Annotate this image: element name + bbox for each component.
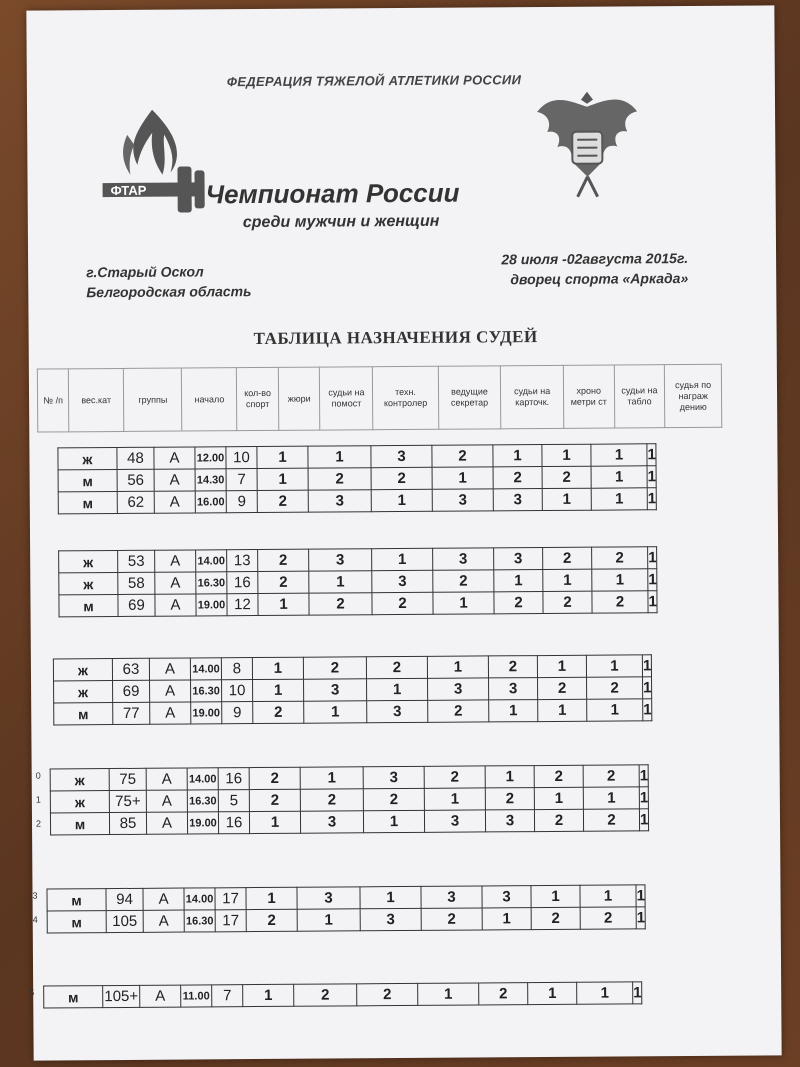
athletes-count-cell: 10	[226, 447, 257, 469]
judges-count-cell: 1	[528, 982, 577, 1004]
weight-category-cell: 53	[118, 550, 155, 572]
sex-cell: ж	[50, 791, 109, 813]
judges-count-cell: 2	[257, 490, 308, 512]
judges-count-cell: 2	[371, 467, 432, 489]
start-time-cell: 14.00	[196, 550, 227, 572]
judges-count-cell: 2	[531, 907, 580, 929]
judges-count-cell: 1	[642, 655, 651, 677]
start-time-cell: 14.00	[184, 888, 215, 910]
group-cell: А	[150, 702, 191, 724]
judges-count-cell: 1	[489, 700, 538, 722]
judges-count-cell: 2	[580, 907, 636, 929]
judges-count-cell: 1	[249, 811, 300, 833]
judges-count-cell: 2	[583, 809, 639, 831]
judges-count-cell: 2	[372, 592, 433, 614]
group-cell: А	[155, 572, 196, 594]
athletes-count-cell: 10	[222, 680, 253, 702]
athletes-count-cell: 9	[222, 702, 253, 724]
weight-category-cell: 48	[117, 447, 154, 469]
judges-count-cell: 1	[372, 548, 433, 570]
judges-count-cell: 3	[304, 679, 367, 701]
judges-group-table	[50, 764, 650, 835]
judges-count-cell: 2	[542, 466, 591, 488]
judges-count-cell: 3	[424, 810, 485, 832]
judges-count-cell: 3	[363, 766, 424, 788]
weight-category-cell: 69	[113, 680, 150, 702]
judges-count-cell: 1	[418, 983, 479, 1005]
judges-count-cell: 2	[534, 809, 583, 831]
table-row	[59, 591, 657, 617]
judges-count-cell: 1	[647, 466, 656, 488]
judges-count-cell: 2	[432, 445, 493, 467]
sex-cell: м	[50, 813, 109, 835]
start-time-cell: 14.00	[190, 658, 221, 680]
row-number: 5	[29, 987, 35, 998]
judges-count-cell: 1	[636, 885, 645, 907]
judges-count-cell: 2	[592, 591, 648, 613]
column-header: хроно метри ст	[563, 365, 614, 428]
venue-city	[86, 261, 251, 302]
weight-category-cell: 62	[117, 491, 154, 513]
judges-count-cell: 3	[432, 489, 493, 511]
judges-count-cell: 2	[479, 983, 528, 1005]
athletes-count-cell: 7	[212, 985, 243, 1007]
sex-cell: м	[47, 889, 106, 911]
group-cell: А	[143, 910, 184, 932]
sex-cell: м	[54, 703, 113, 725]
row-number: 4	[32, 914, 38, 925]
judges-count-cell: 2	[488, 656, 537, 678]
athletes-count-cell: 17	[215, 910, 246, 932]
judges-count-cell: 1	[537, 655, 586, 677]
judges-count-cell: 2	[421, 908, 482, 930]
athletes-count-cell: 7	[226, 469, 257, 491]
judges-count-cell: 2	[428, 700, 489, 722]
judges-count-cell: 3	[360, 908, 421, 930]
athletes-count-cell: 9	[226, 491, 257, 513]
start-time-cell: 16.30	[184, 910, 215, 932]
judges-count-cell: 1	[647, 444, 656, 466]
column-header: начало	[182, 368, 237, 431]
group-cell: А	[146, 790, 187, 812]
dates-line: 28 июля -02августа 2015г.	[501, 250, 689, 268]
judges-count-cell: 1	[538, 699, 587, 721]
judges-count-cell: 2	[308, 468, 371, 490]
judges-count-cell: 3	[367, 700, 428, 722]
start-time-cell: 16.30	[191, 680, 222, 702]
judges-count-cell: 3	[494, 548, 543, 570]
judges-count-cell: 1	[591, 466, 647, 488]
judges-count-cell: 1	[577, 982, 633, 1004]
judges-count-cell: 2	[493, 467, 542, 489]
judges-count-cell: 2	[538, 677, 587, 699]
judges-count-cell: 2	[433, 570, 494, 592]
judges-count-cell: 1	[427, 656, 488, 678]
judges-count-cell: 2	[258, 571, 309, 593]
region-line: Белгородская область	[86, 283, 252, 301]
logo-text: ФТАР	[110, 182, 147, 199]
judges-count-cell: 1	[493, 445, 542, 467]
judges-count-cell: 1	[297, 909, 360, 931]
judges-count-cell: 1	[258, 593, 309, 615]
column-header: вес.кат	[69, 368, 124, 431]
judges-group-table	[53, 654, 653, 725]
sex-cell: ж	[54, 681, 113, 703]
federation-name: ФЕДЕРАЦИЯ ТЯЖЕЛОЙ АТЛЕТИКИ РОССИИ	[226, 72, 522, 90]
column-header: судьи на карточк.	[501, 365, 564, 428]
judges-count-cell: 2	[300, 789, 363, 811]
judges-count-cell: 3	[428, 678, 489, 700]
group-cell: А	[154, 447, 195, 469]
athletes-count-cell: 16	[227, 572, 258, 594]
column-header: судья по награж дению	[665, 364, 722, 427]
row-number: 1	[35, 794, 41, 805]
judges-count-cell: 2	[424, 766, 485, 788]
judges-count-cell: 3	[308, 490, 371, 512]
judges-count-cell: 1	[643, 699, 652, 721]
weight-category-cell: 69	[118, 594, 155, 616]
document-page	[26, 5, 781, 1060]
start-time-cell: 16.30	[196, 572, 227, 594]
judges-count-cell: 1	[432, 467, 493, 489]
judges-count-cell: 1	[367, 678, 428, 700]
judges-count-cell: 2	[485, 788, 534, 810]
judges-count-cell: 1	[433, 592, 494, 614]
judges-count-cell: 1	[360, 886, 421, 908]
judges-count-cell: 1	[300, 767, 363, 789]
city-line: г.Старый Оскол	[86, 263, 204, 281]
judges-count-cell: 1	[534, 787, 583, 809]
group-cell: А	[154, 469, 195, 491]
weight-category-cell: 94	[106, 888, 143, 910]
column-header: судьи на помост	[320, 367, 373, 430]
judges-count-cell: 1	[542, 444, 591, 466]
weight-category-cell: 56	[117, 469, 154, 491]
judges-count-cell: 3	[297, 887, 360, 909]
weight-category-cell: 77	[113, 702, 150, 724]
sex-cell: м	[44, 986, 103, 1008]
group-cell: А	[143, 888, 184, 910]
judges-count-cell: 3	[300, 811, 363, 833]
page-title: Чемпионат России	[205, 177, 460, 210]
athletes-count-cell: 5	[218, 790, 249, 812]
venue-line: дворец спорта «Аркада»	[510, 270, 689, 288]
judges-count-cell: 3	[421, 886, 482, 908]
judges-count-cell: 2	[543, 547, 592, 569]
start-time-cell: 14.00	[187, 768, 218, 790]
start-time-cell: 14.30	[195, 469, 226, 491]
weight-category-cell: 63	[112, 658, 149, 680]
column-header: группы	[123, 368, 182, 431]
judges-count-cell: 2	[366, 656, 427, 678]
judges-count-cell: 3	[372, 570, 433, 592]
judges-count-cell: 2	[303, 657, 366, 679]
start-time-cell: 19.00	[187, 812, 218, 834]
column-header: жюри	[278, 367, 320, 430]
sex-cell: м	[47, 911, 106, 933]
judges-count-cell: 2	[294, 984, 357, 1006]
judges-count-cell: 1	[246, 887, 297, 909]
judges-count-cell: 1	[257, 468, 308, 490]
column-header: судьи на табло	[614, 365, 665, 428]
judges-count-cell: 3	[489, 678, 538, 700]
judges-count-cell: 1	[648, 547, 657, 569]
judges-count-cell: 1	[309, 571, 372, 593]
judges-count-cell: 1	[424, 788, 485, 810]
sex-cell: ж	[59, 550, 118, 572]
table-title: ТАБЛИЦА НАЗНАЧЕНИЯ СУДЕЙ	[253, 327, 538, 349]
table-header	[37, 364, 722, 433]
column-header: ведущие секретар	[438, 366, 501, 429]
judges-count-cell: 2	[363, 788, 424, 810]
judges-count-cell: 1	[633, 982, 642, 1004]
athletes-count-cell: 16	[218, 768, 249, 790]
sex-cell: ж	[58, 448, 117, 470]
start-time-cell: 16.30	[187, 790, 218, 812]
table-row	[54, 699, 652, 725]
weight-category-cell: 105+	[103, 985, 140, 1007]
judges-count-cell: 2	[494, 592, 543, 614]
athletes-count-cell: 8	[221, 658, 252, 680]
judges-count-cell: 1	[371, 489, 432, 511]
judges-count-cell: 1	[592, 569, 648, 591]
judges-count-cell: 1	[257, 446, 308, 468]
judges-count-cell: 3	[485, 810, 534, 832]
judges-count-cell: 1	[580, 885, 636, 907]
judges-count-cell: 2	[249, 767, 300, 789]
judges-count-cell: 1	[494, 570, 543, 592]
judges-count-cell: 1	[648, 591, 657, 613]
group-cell: А	[154, 491, 195, 513]
start-time-cell: 11.00	[181, 985, 212, 1007]
russian-eagle-emblem-icon	[527, 81, 648, 202]
judges-count-cell: 1	[253, 679, 304, 701]
sex-cell: ж	[53, 659, 112, 681]
judges-count-cell: 1	[482, 908, 531, 930]
row-number: 2	[35, 818, 42, 829]
judges-count-cell: 2	[534, 765, 583, 787]
weight-category-cell: 58	[118, 572, 155, 594]
judges-count-cell: 2	[246, 909, 297, 931]
judges-count-cell: 2	[587, 677, 643, 699]
judges-count-cell: 1	[485, 766, 534, 788]
judges-count-cell: 1	[643, 677, 652, 699]
judges-group-table	[57, 443, 657, 514]
judges-count-cell: 2	[249, 789, 300, 811]
judges-count-cell: 3	[433, 548, 494, 570]
row-number: 0	[35, 770, 41, 781]
judges-count-cell: 1	[591, 488, 647, 510]
table-row	[44, 982, 642, 1008]
judges-count-cell: 2	[258, 549, 309, 571]
athletes-count-cell: 17	[215, 888, 246, 910]
judges-count-cell: 2	[583, 765, 639, 787]
judges-count-cell: 1	[648, 569, 657, 591]
weight-category-cell: 75+	[109, 790, 146, 812]
athletes-count-cell: 13	[227, 550, 258, 572]
judges-count-cell: 1	[639, 809, 648, 831]
judges-group-table	[58, 546, 658, 617]
judges-count-cell: 1	[583, 787, 639, 809]
judges-count-cell: 1	[363, 810, 424, 832]
judges-count-cell: 1	[647, 488, 656, 510]
start-time-cell: 19.00	[196, 594, 227, 616]
sex-cell: м	[58, 492, 117, 514]
group-cell: А	[155, 550, 196, 572]
judges-count-cell: 3	[371, 445, 432, 467]
sex-cell: м	[59, 594, 118, 616]
start-time-cell: 16.00	[195, 491, 226, 513]
judges-count-cell: 1	[531, 885, 580, 907]
judges-count-cell: 2	[592, 547, 648, 569]
weight-category-cell: 75	[109, 768, 146, 790]
group-cell: А	[146, 812, 187, 834]
athletes-count-cell: 16	[218, 812, 249, 834]
judges-count-cell: 1	[591, 444, 647, 466]
judges-count-cell: 1	[542, 488, 591, 510]
judges-count-cell: 1	[586, 655, 642, 677]
table-row	[50, 809, 648, 835]
judges-count-cell: 2	[357, 983, 418, 1005]
row-number: 3	[32, 890, 38, 901]
sex-cell: ж	[50, 769, 109, 791]
column-header: техн. контролер	[373, 366, 439, 429]
table-row	[47, 907, 645, 933]
sex-cell: м	[58, 470, 117, 492]
judges-count-cell: 1	[308, 446, 371, 468]
sex-cell: ж	[59, 572, 118, 594]
column-header: кол-во спорт	[237, 367, 279, 430]
judges-group-table	[43, 981, 642, 1008]
group-cell: А	[140, 985, 181, 1007]
page-subtitle: среди мужчин и женщин	[242, 212, 440, 232]
start-time-cell: 12.00	[195, 447, 226, 469]
judges-count-cell: 1	[636, 907, 645, 929]
judges-count-cell: 3	[493, 489, 542, 511]
judges-count-cell: 1	[639, 765, 648, 787]
judges-count-cell: 1	[587, 699, 643, 721]
start-time-cell: 19.00	[191, 702, 222, 724]
judges-count-cell: 1	[252, 657, 303, 679]
judges-count-cell: 2	[309, 593, 372, 615]
group-cell: А	[150, 680, 191, 702]
table-row	[58, 488, 656, 514]
judges-count-cell: 2	[253, 701, 304, 723]
group-cell: А	[149, 658, 190, 680]
judges-count-cell: 1	[543, 569, 592, 591]
column-header: № /п	[37, 369, 69, 432]
group-cell: А	[155, 594, 196, 616]
judges-group-table	[46, 884, 646, 933]
judges-count-cell: 1	[243, 984, 294, 1006]
judges-count-cell: 3	[309, 549, 372, 571]
weight-category-cell: 85	[109, 812, 146, 834]
judges-count-cell: 1	[304, 701, 367, 723]
judges-count-cell: 2	[543, 591, 592, 613]
judges-count-cell: 3	[482, 886, 531, 908]
event-dates	[488, 248, 688, 289]
athletes-count-cell: 12	[227, 594, 258, 616]
weight-category-cell: 105	[106, 910, 143, 932]
judges-count-cell: 1	[639, 787, 648, 809]
group-cell: А	[146, 768, 187, 790]
